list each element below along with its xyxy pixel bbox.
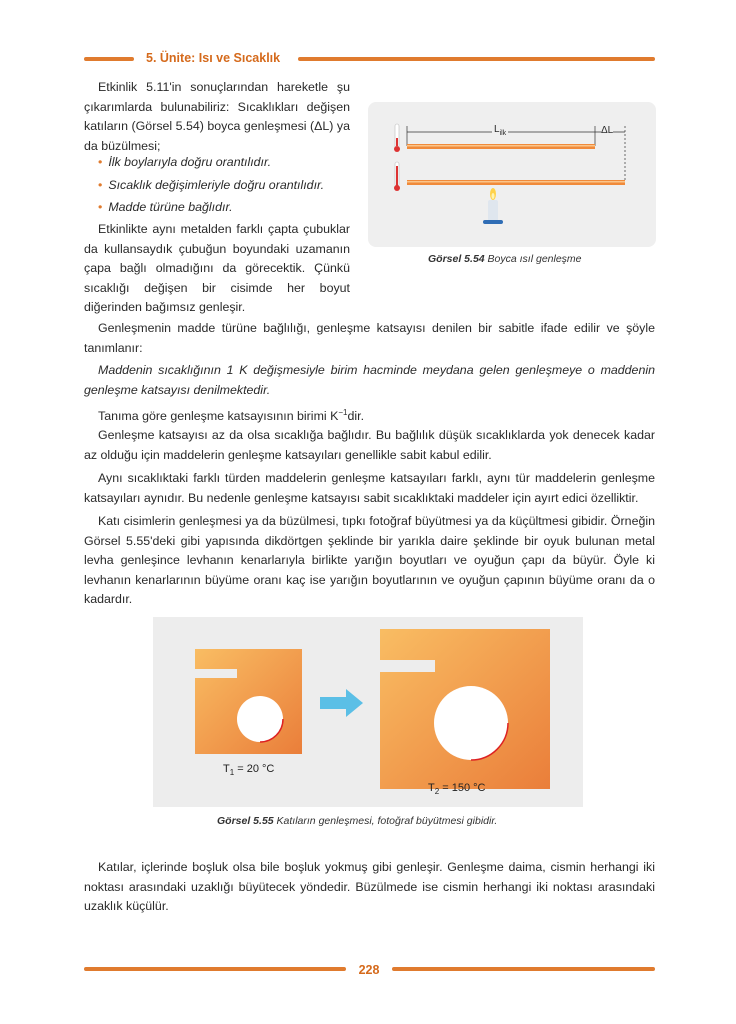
figure-plate-expansion xyxy=(153,617,583,807)
header-rule-left xyxy=(84,57,134,61)
bullet-item xyxy=(98,178,324,192)
unit-paragraph: Tanıma göre genleşme katsayısının birimi $K^{-1}dir$. xyxy=(98,408,365,424)
temperature-label-t1: $T_1 = 20$ °C xyxy=(223,763,275,778)
rod-expansion-illustration xyxy=(368,102,656,247)
chapter-title: 5. Ünite: Isı ve Sıcaklık xyxy=(146,51,281,65)
candle-icon xyxy=(483,188,503,224)
arrow-right-icon xyxy=(320,689,363,717)
body-paragraph: Katı cisimlerin genleşmesi ya da büzülmesi, tıpkı fotoğraf büyütmesi ya da küçültmesi gibidir. Örneğin Görsel 5.55'deki gibi yapısında dikdörtgen şeklinde bir yarıkla daire şeklinde bir oyuk bulunan metal levha genleşince levhanın kenarlarıyla birlikte yarığın boyutları ve oyuğun çapı da büyür. Öyle ki levhanın kenarlarının büyüme oranı kaç ise yarığın boyutlarının ve oyuğun çapının büyüme oranı da o kadardır. xyxy=(84,514,655,606)
bullet-text: Sıcaklık değişimleriyle doğru orantılıdır. xyxy=(108,178,325,192)
small-plate xyxy=(195,649,302,754)
thermometer-hot-icon xyxy=(394,162,400,191)
initial-length-label: $L_{ilk}$ xyxy=(494,124,507,137)
figure-linear-expansion xyxy=(368,102,656,247)
body-paragraph: Genleşmenin madde türüne bağlılığı, genleşme katsayısı denilen bir sabitle ifade edilir ve şöyle tanımlanır: xyxy=(84,321,655,355)
header-rule-right xyxy=(298,57,655,61)
bullet-dot-icon: • xyxy=(98,155,103,169)
page-number: 228 xyxy=(358,963,380,977)
footer-rule-right xyxy=(392,967,655,971)
bullet-text: Madde türüne bağlıdır. xyxy=(108,200,233,214)
bullet-text: İlk boylarıyla doğru orantılıdır. xyxy=(108,155,272,169)
temperature-label-t2: $T_2 = 150$ °C xyxy=(428,782,486,797)
bullet-dot-icon: • xyxy=(98,178,103,192)
figure-caption-5-54: Görsel 5.54 Boyca ısıl genleşme xyxy=(428,253,582,265)
bullet-dot-icon: • xyxy=(98,200,103,214)
figure-caption-5-55: Görsel 5.55 Katıların genleşmesi, fotoğraf büyütmesi gibidir. xyxy=(217,815,498,827)
closing-paragraph: Katılar, içlerinde boşluk olsa bile boşluk yokmuş gibi genleşir. Genleşme daima, cismin herhangi iki noktası arasındaki uzaklığı büyütecek yöndedir. Büzülmede ise cismin herhangi iki noktası arasındaki uzaklık küçülür. xyxy=(84,860,655,913)
intro-paragraph: Etkinlik 5.11'in sonuçlarından hareketle şu çıkarımlarda bulunabiliriz: Sıcaklıkları değişen katıların (Görsel 5.54) boyca genleşmesi (ΔL) ya da büzülmesi; xyxy=(84,80,350,153)
body-paragraph: Genleşme katsayısı az da olsa sıcaklığa bağlıdır. Bu bağlılık düşük sıcaklıklarda yok denecek kadar az olduğu için maddelerin genleşme katsayıları genellikle sabit kabul edilir. xyxy=(84,428,655,462)
large-plate xyxy=(380,629,550,789)
intro-paragraph-2: Etkinlikte aynı metalden farklı çapta çubuklar da kullansaydık çubuğun boyundaki uzamanın çapa bağlı olmadığını da görecektik. Çünkü sıcaklığı değişen bir cisimde her boyut diğerinden bağımsız genleşir. xyxy=(84,222,350,314)
plate-expansion-illustration xyxy=(153,617,583,807)
definition-paragraph: Maddenin sıcaklığının 1 K değişmesiyle birim hacminde meydana gelen genleşmeye o maddenin genleşme katsayısı denilmektedir. xyxy=(84,363,655,397)
bullet-item xyxy=(98,200,233,214)
body-paragraph: Aynı sıcaklıktaki farklı türden maddelerin genleşme katsayıları farklı, aynı tür maddelerin genleşme katsayıları aynıdır. Bu nedenle genleşme katsayısı sabit sıcaklıktaki maddeler için ayırt edici özelliktir. xyxy=(84,471,655,505)
footer-rule-left xyxy=(84,967,346,971)
bullet-item xyxy=(98,155,271,169)
delta-length-label: ΔL xyxy=(601,125,614,136)
thermometer-cold-icon xyxy=(394,124,400,152)
